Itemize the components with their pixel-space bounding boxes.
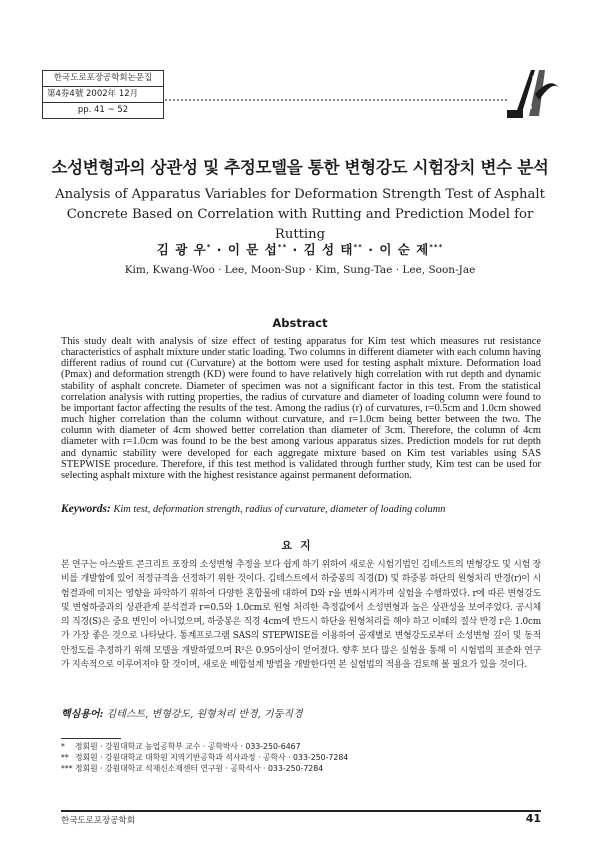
summary-text: 본 연구는 아스팔트 콘크리트 포장의 소성변형 추정을 보다 쉽게 하기 위하여 새로운 시험기법인 김테스트의 변형강도 및 시험 장비를 개발함에 있어 적정규격을 선정하기 위한 것이다. 김테스트에서 하중봉의 직경(D) 및 하중봉 하단의 원형처리 반경(r)이 시험결과에 미치는 영향을 파악하기 위하여 다양한 혼합물에 대하여 D와 r을 변화시켜가며 실험을 수행하였다. r에 따른 변형강도 및 변형하중과의 상관관계 분석결과 r=0.5와 1.0cm로 원형 처리한 측정값에서 소성변형과 높은 상관성을 보여주었다. 공시체의 직경(S)은 중요 변인이 아니었으며, 하중봉은 직경 4cm에 반드시 하단을 원형처리를 해야 하고 이때의 절삭 반경 r은 1.0cm가 가장 좋은 것으로 나타났다. 통계프로그램 SAS의 STEPWISE를 이용하여 골재별로 변형강도로부터 소성변형 깊이 및 동적안정도를 추정하기 위해 모델을 개발하였으며 R²은 0.95이상이 얻어졌다. 향후 보다 많은 실험을 통해 이 시험법의 표준화 연구가 지속적으로 이루어져야 할 것이며, 새로운 배합설계 방법을 개발한다면 본 실험법의 적용을 검토해 볼 필요가 있을 것이다. — [61, 560, 541, 671]
paper-title-korean: 소성변형과의 상관성 및 추정모델을 통한 변형강도 시험장치 변수 분석 — [51, 158, 549, 177]
footnote-text: 정회원 · 강원대학교 석재신소재센터 연구원 · 공학석사 · 033-250-7284 — [75, 764, 324, 773]
keywords-korean — [61, 705, 541, 720]
author-separator: · — [292, 242, 299, 257]
summary-heading: 요지 — [281, 539, 319, 552]
society-logo-icon — [505, 66, 561, 120]
journal-issue: 第4券4號 2002年 12月 — [43, 87, 163, 103]
author-name: 김 성 태 — [303, 242, 354, 257]
abstract-heading: Abstract — [272, 316, 328, 330]
paper-title-english: Analysis of Apparatus Variables for Deformation Strength Test of Asphalt Concrete Based on Correlation with Rutting and Prediction Model for Rutting — [55, 187, 545, 242]
keywords-korean-label: 핵심용어: — [61, 709, 104, 720]
footnote — [61, 741, 541, 752]
footer-rule — [61, 810, 541, 812]
journal-pages: pp. 41 ~ 52 — [77, 105, 129, 115]
footnote-text: 정회원 · 강원대학교 농업공학부 교수 · 공학박사 · 033-250-6467 — [75, 742, 301, 751]
author-mark: ** — [277, 242, 288, 251]
author-name: 이 문 섭 — [227, 242, 278, 257]
author-separator: · — [368, 242, 374, 257]
header-dotted-rule — [165, 99, 507, 101]
keywords-label: Keywords: — [61, 503, 111, 515]
author-name: 이 순 제 — [379, 242, 430, 257]
authors-korean — [0, 240, 600, 258]
footnotes — [61, 741, 541, 774]
keywords — [61, 503, 541, 515]
abstract-text: This study dealt with analysis of size effect of testing apparatus for Kim test which measures rut resistance characteristics of asphalt mixture under static loading. Two columns in different diameter with each column having different radius of round cut (Curvature) at the bottom were used for testing asphalt mixture. Deformation load (Pmax) and deformation strength (KD) were found to have relatively high correlation with rut depth and dynamic stability of asphalt concrete. Diameter of specimen was not a significant factor in this test. From the statistical correlation analysis with rutting properties, the radius of curvature and diameter of loading column were found to be important factor affecting the results of the test. Among the radius (r) of curvatures, r=0.5cm and 1.0cm showed much higher correlation than the column without curvature, and r=1.0cm being better between the two. The column with diameter of 4cm showed better correlation than diameter of 3cm. Therefore, the column of 4cm diameter with r=1.0cm was found to be the best among various apparatus sizes. Prediction models for rut depth and dynamic stability were developed for each aggregate mixture based on Kim test variables using SAS STEPWISE procedure. Therefore, if this test method is validated through further study, Kim test can be used for selecting asphalt mixture with the highest resistance against permanent deformation. — [61, 336, 541, 481]
author-mark: * — [206, 242, 212, 251]
page-number: 41 — [525, 812, 541, 825]
author-separator: · — [216, 242, 223, 257]
footnote-text: 정회원 · 강원대학교 대학원 지역기반공학과 석사과정 · 공학사 · 033-250-7284 — [75, 753, 349, 762]
keywords-korean-value: 김테스트, 변형강도, 원형처리 반경, 기둥직경 — [106, 709, 303, 720]
authors-english: Kim, Kwang-Woo · Lee, Moon-Sup · Kim, Sung-Tae · Lee, Soon-Jae — [124, 264, 476, 276]
journal-name: 한국도로포장공학회논문집 — [43, 71, 163, 87]
author-name: 김 광 우 — [156, 242, 207, 257]
author-mark: ** — [353, 242, 363, 251]
journal-info-box — [42, 70, 164, 119]
footnote-mark: *** — [61, 764, 73, 773]
footnote-mark: ** — [61, 753, 69, 762]
footnote-rule — [61, 738, 121, 739]
footer-society: 한국도로포장공학회 — [61, 816, 135, 826]
footnote — [61, 763, 541, 774]
footnote — [61, 752, 541, 763]
keywords-value: Kim test, deformation strength, radius of curvature, diameter of loading column — [113, 504, 446, 515]
author-mark: *** — [429, 242, 444, 251]
footnote-mark: * — [61, 742, 65, 751]
